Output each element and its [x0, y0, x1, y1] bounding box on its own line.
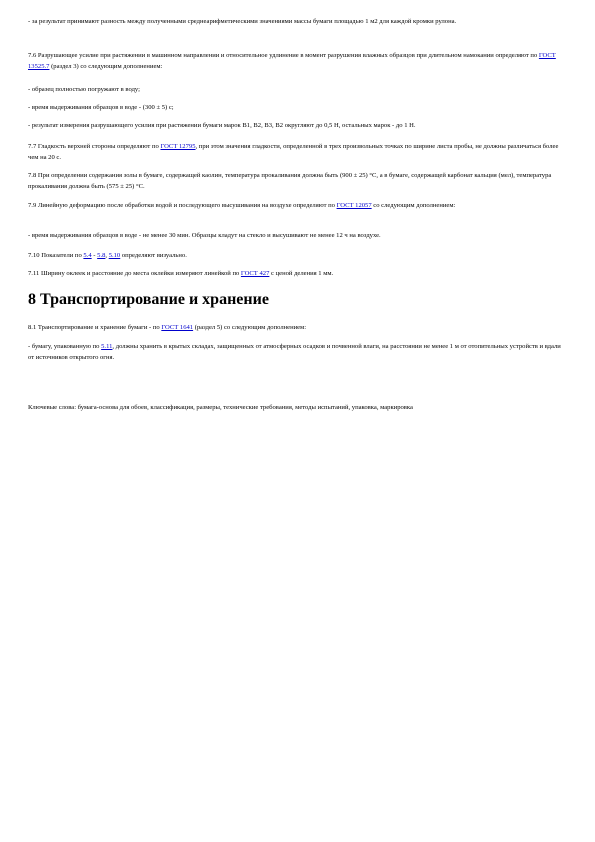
paragraph-sample-immersed: - образец полностью погружают в воду; — [28, 86, 140, 93]
paragraph-7-8: 7.8 При определении содержания золы в бумаге, содержащей каолин, температура прокаливания должна быть (900 ± 25) °С, а в бумаге, содержащей карбонат кальция (мел), температура прокаливания должна быть (575 ± 25) °С. — [28, 172, 552, 190]
gost-12057-link[interactable]: ГОСТ 12057 — [336, 202, 372, 209]
paragraph-7-10: 7.10 Показатели по 5.4 - 5.8, 5.10 определяют визуально. — [28, 252, 187, 259]
paragraph-result-difference: - за результат принимают разность между полученными среднеарифметическими значениями массы бумаги площадью 1 м2 для каждой кромки рулона. — [28, 18, 457, 25]
paragraph-7-6: 7.6 Разрушающее усилие при растяжении в машинном направлении и относительное удлинение в момент разрушения влажных образцов при длительном намокании определяют по ГОСТ 13525.7 (раздел 3) со следующим дополнением: — [28, 52, 556, 70]
clause-5-10-link[interactable]: 5.10 — [108, 252, 121, 259]
gost-1641-link[interactable]: ГОСТ 1641 — [161, 324, 194, 331]
gost-13525-7-link[interactable]: ГОСТ 13525.7 — [28, 52, 556, 70]
paragraph-drying: - время выдерживания образцов в воде - не менее 30 мин. Образцы кладут на стекло и высушивают не менее 12 ч на воздухе. — [28, 232, 381, 239]
clause-5-11-link[interactable]: 5.11 — [101, 343, 113, 350]
paragraph-7-9: 7.9 Линейную деформацию после обработки водой и последующего высушивания на воздухе определяют по ГОСТ 12057 со следующим дополнением: — [28, 202, 456, 209]
section-heading: 8 Транспортирование и хранение — [28, 291, 269, 308]
gost-12795-link[interactable]: ГОСТ 12795 — [160, 143, 196, 150]
paragraph-storage: - бумагу, упакованную по 5.11, должны хранить в крытых складах, защищенных от атмосферных осадков и почвенной влаги, на расстоянии не менее 1 м от отопительных устройств и вдали от источников открытого огня. — [28, 343, 561, 361]
paragraph-rounding: - результат измерения разрушающего усилия при растяжении бумаги марок В1, В2, В3, В2 округляют до 0,5 Н, остальных марок - до 1 Н. — [28, 122, 416, 129]
clause-5-4-link[interactable]: 5.4 — [83, 252, 92, 259]
keywords: Ключевые слова: бумага-основа для обоев, классификация, размеры, технические требования, методы испытаний, упаковка, маркировка — [28, 404, 413, 411]
paragraph-7-11: 7.11 Ширину оклеек и расстояние до места оклейки измеряют линейкой по ГОСТ 427 с ценой деления 1 мм. — [28, 270, 334, 277]
paragraph-7-7: 7.7 Гладкость верхней стороны определяют по ГОСТ 12795, при этом значения гладкости, определенной в трех произвольных точках по ширине листа пробы, не должны различаться более чем на 20 с. — [28, 143, 559, 161]
paragraph-8-1: 8.1 Транспортирование и хранение бумаги - по ГОСТ 1641 (раздел 5) со следующим дополнением: — [28, 324, 307, 331]
paragraph-soak-time: - время выдерживания образцов в воде - (300 ± 5) с; — [28, 104, 174, 111]
clause-5-8-link[interactable]: 5.8 — [97, 252, 106, 259]
gost-427-link[interactable]: ГОСТ 427 — [240, 270, 270, 277]
